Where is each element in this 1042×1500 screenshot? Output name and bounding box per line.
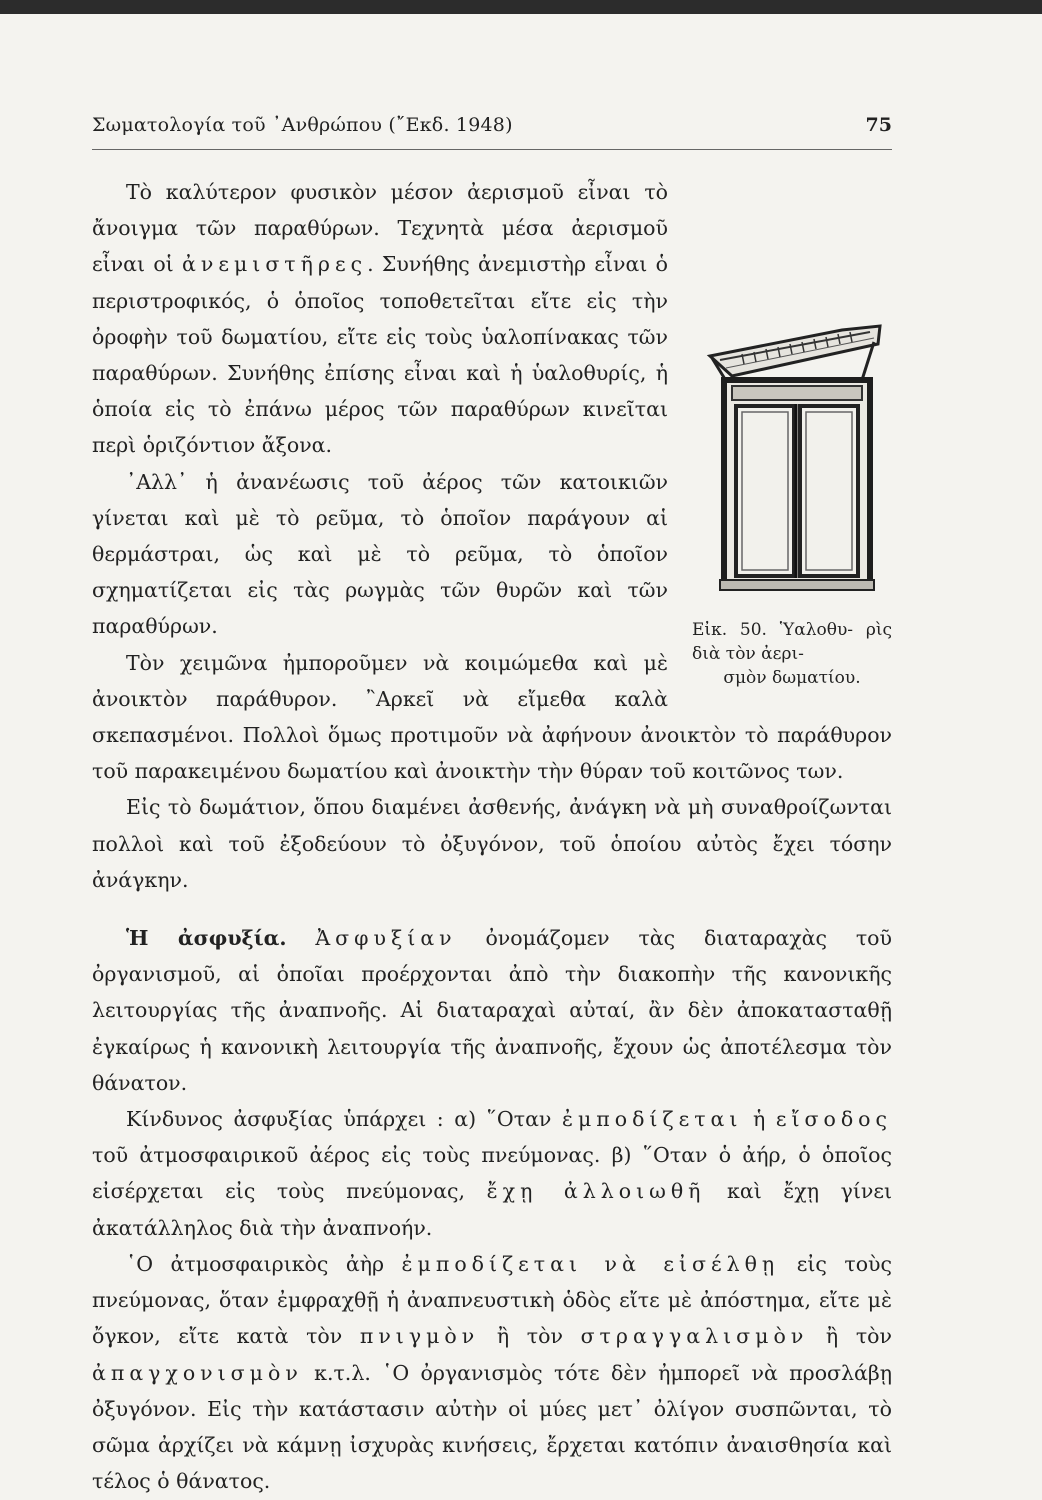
paragraph-ventilation: Τὸ καλύτερον φυσικὸν μέσον ἀερισμοῦ εἶναι τὸ ἄνοιγμα τῶν παραθύρων. Τεχνητὰ μέσα ἀερισμοῦ εἶναι οἱ ἀνεμιστῆρες. Συνήθης ἀνεμιστὴρ εἶναι ὁ περιστροφικός, ὁ ὁποῖος τοποθετεῖται εἴτε εἰς τὴν ὀροφὴν τοῦ δωματίου, εἴτε εἰς τοὺς ὑαλοπίνακας τῶν παραθύρων. Συνήθης ἐπίσης εἶναι καὶ ἡ ὑαλοθυρίς, ἡ ὁποία εἰς τὸ ἐπάνω μέρος τῶν παραθύρων κινεῖται περὶ ὁριζόντιον ἄξονα. (92, 180, 668, 458)
header-rule (92, 149, 892, 150)
caption-text-3: σμὸν δωματίου. (723, 668, 861, 688)
paragraph-winter-sleep: Τὸν χειμῶνα ἠμποροῦμεν νὰ κοιμώμεθα καὶ μὲ ἀνοικτὸν παράθυρον. ῍Αρκεῖ νὰ εἴμεθα καλὰ σκεπασμένοι. Πολλοὶ ὅμως προτιμοῦν νὰ ἀφήνουν ἀνοικτὸν τὸ παράθυρον τοῦ παρακειμένου δωματίου καὶ ἀνοικτὴν τὴν θύραν τοῦ κοιτῶνος των. (92, 650, 892, 784)
figure-50 (692, 306, 892, 690)
scan-edge (0, 0, 1042, 14)
window-transom-illustration (702, 306, 882, 596)
section-heading: Ἡ ἀσφυξία. (126, 926, 287, 951)
paragraph-danger: Κίνδυνος ἀσφυξίας ὑπάρχει : α) ῞Οταν ἐμποδίζεται ἡ εἴσοδος τοῦ ἀτμοσφαιρικοῦ ἀέρος εἰς τοὺς πνεύμονας. β) ῞Οταν ὁ ἀήρ, ὁ ὁποῖος εἰσέρχεται εἰς τοὺς πνεύμονας, ἔχῃ ἀλλοιωθῆ καὶ ἔχῃ γίνει ἀκατάλληλος διὰ τὴν ἀναπνοήν. (92, 1107, 892, 1240)
page-header (92, 114, 892, 144)
figure-caption (692, 618, 892, 690)
paragraph-asphyxia: Ἡ ἀσφυξία. Ἀσφυξίαν ὀνομάζομεν τὰς διαταραχὰς τοῦ ὀργανισμοῦ, αἱ ὁποῖαι προέρχονται ἀπὸ τὴν διακοπὴν τῆς κανονικῆς λειτουργίας τῆς ἀναπνοῆς. Αἱ διαταραχαὶ αὐταί, ἂν δὲν ἀποκατασταθῇ ἐγκαίρως ἡ κανονικὴ λειτουργία τῆς ἀναπνοῆς, ἔχουν ὡς ἀποτέλεσμα τὸν θάνατον. (92, 926, 892, 1095)
body-text (92, 174, 892, 1499)
page-number: 75 (865, 114, 892, 136)
paragraph-air-renewal: ᾿Αλλ᾿ ἡ ἀνανέωσις τοῦ ἀέρος τῶν κατοικιῶν γίνεται καὶ μὲ τὸ ρεῦμα, τὸ ὁποῖον παράγουν αἱ θερμάστραι, ὡς καὶ μὲ τὸ ρεῦμα, τὸ ὁποῖον σχηματίζεται εἰς τὰς ρωγμὰς τῶν θυρῶν καὶ τῶν παραθύρων. (92, 469, 668, 639)
caption-label: Εἰκ. 50. (692, 620, 767, 640)
paragraph-sick-room: Εἰς τὸ δωμάτιον, ὅπου διαμένει ἀσθενής, ἀνάγκη νὰ μὴ συναθροίζωνται πολλοὶ καὶ τοῦ ἐξοδεύουν τὸ ὀξυγόνον, τοῦ ὁποίου αὐτὸς ἔχει τόσην ἀνάγκην. (92, 795, 892, 892)
running-title: Σωματολογία τοῦ ᾿Ανθρώπου (῎Εκδ. 1948) (92, 114, 513, 136)
caption-text-2: ρὶς διὰ τὸν ἀερι- (692, 620, 893, 664)
spaced-term: Ἀσφυξίαν (315, 926, 457, 951)
caption-text-1: Ὑαλοθυ- (779, 620, 854, 640)
paragraph-obstruction: ῾Ο ἀτμοσφαιρικὸς ἀὴρ ἐμποδίζεται νὰ εἰσέλθῃ εἰς τοὺς πνεύμονας, ὅταν ἐμφραχθῇ ἡ ἀναπνευστικὴ ὁδὸς εἴτε μὲ ἀπόστημα, εἴτε μὲ ὄγκον, εἴτε κατὰ τὸν πνιγμὸν ἢ τὸν στραγγαλισμὸν ἢ τὸν ἀπαγχονισμὸν κ.τ.λ. ῾Ο ὀργανισμὸς τότε δὲν ἠμπορεῖ νὰ προσλάβῃ ὀξυγόνον. Εἰς τὴν κατάστασιν αὐτὴν οἱ μύες μετ᾿ ὀλίγον συσπῶνται, τὸ σῶμα ἀρχίζει νὰ κάμνῃ ἰσχυρὰς κινήσεις, ἔρχεται κατόπιν ἀναισθησία καὶ τέλος ὁ θάνατος. (92, 1251, 892, 1494)
spaced-term: ἀνεμιστῆρες (182, 252, 368, 277)
